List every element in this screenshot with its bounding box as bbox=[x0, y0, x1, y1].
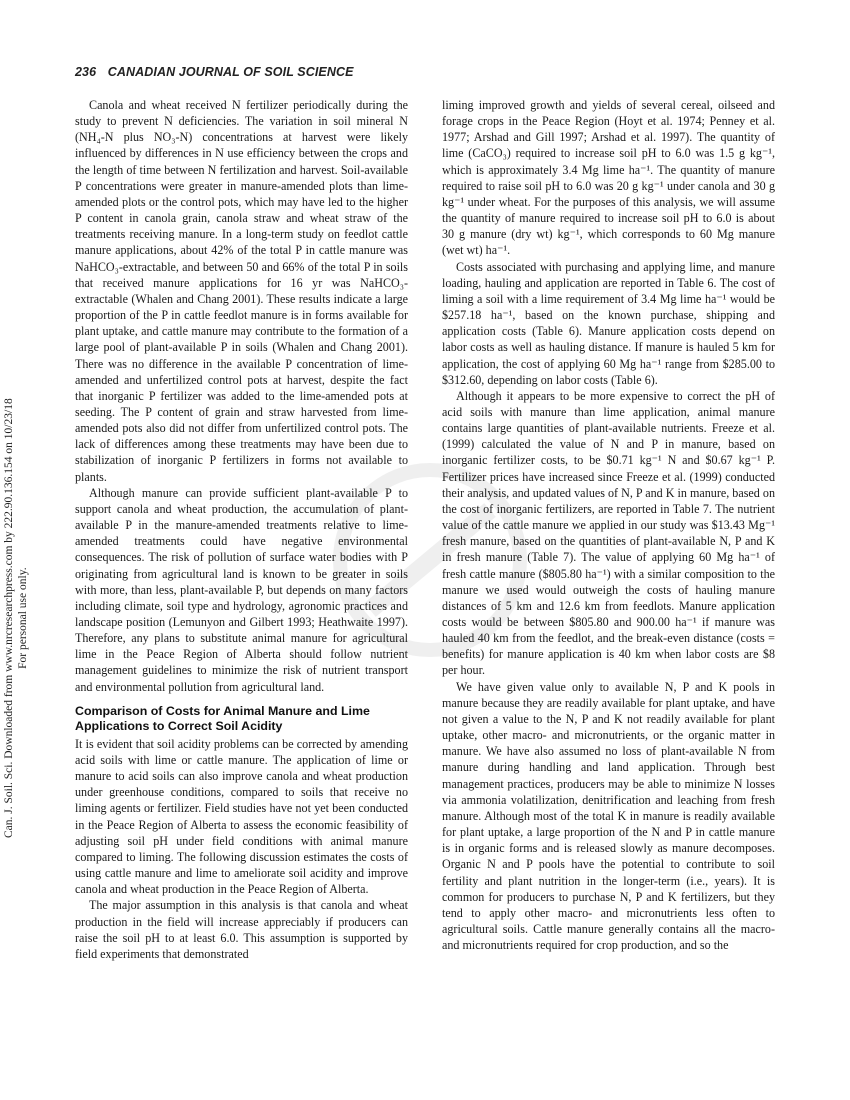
personal-use-line: For personal use only. bbox=[17, 567, 29, 669]
section-heading: Comparison of Costs for Animal Manure and Lime Applications to Correct Soil Acidity bbox=[75, 703, 370, 734]
paragraph: Although it appears to be more expensive to correct the pH of acid soils with manure than lime application, animal manure contains large quantities of plant-available nutrients. Freeze et al. (1999) calculated the value of N and P in manure, based on inorganic fertilizer costs, to be $0.71 kg⁻¹ N and $0.67 kg⁻¹ P. Fertilizer prices have increased since Freeze et al. (1999) conducted their analysis, and updated values of N, P and K in manure, based on the cost of inorganic fertilizers, are reported in Table 7. The nutrient value of the cattle manure we applied in our study was $13.43 Mg⁻¹ fresh manure, based on the quantities of plant-available N, P and K in fresh manure (Table 7). The value of applying 60 Mg ha⁻¹ of fresh cattle manure ($805.80 ha⁻¹) with a similar composition to the manure we used would outweigh the costs of hauling manure distances of 5 km and 12.6 km from feedlots. Manure application costs would be between $805.80 and 900.00 ha⁻¹ if manure was hauled 40 km from the feedlot, and the break-even distance (costs = benefits) for manure application is 40 km when labor costs are $8 per hour. bbox=[442, 388, 775, 678]
journal-title: CANADIAN JOURNAL OF SOIL SCIENCE bbox=[107, 65, 354, 79]
right-column bbox=[442, 97, 775, 953]
paragraph: It is evident that soil acidity problems can be corrected by amending acid soils with lime or cattle manure. The application of lime or manure to acid soils can also improve canola and wheat production under greenhouse conditions, compared to soils that receive no liming agents or fertilizer. Field studies have not yet been conducted in the Peace Region of Alberta to assess the economic feasibility of adjusting soil pH under field conditions with animal manure compared to liming. The following discussion estimates the costs of using cattle manure and lime to ameliorate soil acidity and improve canola and wheat production in the Peace Region of Alberta. bbox=[75, 736, 408, 897]
paragraph: We have given value only to available N, P and K pools in manure because they are readily available for plant uptake, and have not given a value to the N, P and K not readily available for plant uptake, other macro- and micronutrients, or the organic matter in manure. We have also assumed no loss of plant-available N from manure during handling and land application. Through best management practices, producers may be able to minimize N losses via ammonia volatilization, denitrification and leaching from fresh manure. Although most of the total K in manure is readily available for plant uptake, a large proportion of the N and P in cattle manure is in organic forms and is released slowly as manure decomposes. Organic N and P pools have the potential to contribute to soil fertility and plant nutrition in the longer-term (i.e., years). It is common for producers to purchase N, P and K fertilizers, but they tend to apply other macro- and micronutrients less often to agricultural soils. Cattle manure generally contains all the macro- and micronutrients required for crop production, and so the bbox=[442, 679, 775, 953]
paragraph: Canola and wheat received N fertilizer periodically during the study to prevent N deficiencies. The variation in soil mineral N (NH₄-N plus NO₃-N) concentrations at harvest were likely influenced by differences in N use efficiency between the crops and the length of time between N fertilization and harvest. Soil-available P concentrations were greater in manure-amended plots than lime-amended plots or the control pots, which may have led to the higher P content in canola grain, canola straw and wheat straw of the treatments receiving manure. In a long-term study on feedlot cattle manure applications, about 42% of the total P in cattle manure was NaHCO₃-extractable, and between 50 and 66% of the total P in soils that received manure applications for 16 yr was NaHCO₃-extractable (Whalen and Chang 2001). These results indicate a large proportion of the P in cattle feedlot manure is in forms available for plant uptake, and cattle manure may contribute to the formation of a large pool of plant-available P in soils (Whalen and Chang 2001). There was no difference in the available P concentration of lime-amended and unfertilized control pots at harvest, despite the fact that inorganic P fertilizer was added to the lime-amended pots at seeding. The P content of grain and straw harvested from lime-amended pots also did not differ from unfertilized control pots. The lack of differences among these treatments may have been due to stabilization of inorganic P fertilizers in forms not available to plants. bbox=[75, 98, 408, 484]
download-notice-line: Can. J. Soil. Sci. Downloaded from www.nrcresearchpress.com by 222.90.136.154 on 10/23/18 bbox=[3, 398, 15, 838]
running-head bbox=[75, 65, 354, 79]
paragraph: The major assumption in this analysis is that canola and wheat production in the field will increase appreciably if producers can raise the soil pH to at least 6.0. This assumption is supported by field experiments that demonstrated bbox=[75, 898, 408, 961]
page-number: 236 bbox=[75, 65, 97, 79]
left-column bbox=[75, 97, 408, 962]
download-notice bbox=[2, 398, 30, 838]
paragraph: liming improved growth and yields of several cereal, oilseed and forage crops in the Peace Region (Hoyt et al. 1974; Penney et al. 1977; Arshad and Gill 1997; Arshad et al. 1997). The quantity of lime (CaCO₃) required to increase soil pH to 6.0 was 1.5 g kg⁻¹, which is approximately 3.4 Mg lime ha⁻¹. The quantity of manure required to raise soil pH to 6.0 was 20 g kg⁻¹ under canola and 30 g kg⁻¹ under wheat. For the purposes of this analysis, we will assume the quantity of manure required to increase soil pH to 6.0 is about 30 g manure (dry wt) kg⁻¹, which corresponds to 60 Mg manure (wet wt) ha⁻¹. bbox=[442, 98, 775, 258]
paragraph: Although manure can provide sufficient plant-available P to support canola and wheat production, the accumulation of plant-available P in the manure-amended treatments relative to lime-amended treatments could have negative environmental consequences. The risk of pollution of surface water bodies with P originating from agricultural land is known to be greater in soils with more, than less, plant-available P, but depends on many factors including climate, soil type and hydrology, agronomic practices and landscape position (Lemunyon and Gilbert 1993; Heathwaite 1997). Therefore, any plans to substitute animal manure for agricultural lime in the Peace Region of Alberta should follow nutrient management guidelines to minimize the risk of nutrient transport and environmental pollution from agricultural land. bbox=[75, 485, 408, 694]
paragraph: Costs associated with purchasing and applying lime, and manure loading, hauling and application are reported in Table 6. The cost of liming a soil with a lime requirement of 3.4 Mg lime ha⁻¹ would be $257.18 ha⁻¹, based on the known purchase, shipping and application costs (Table 6). Manure application costs depend on labor costs as well as hauling distance. If manure is hauled 5 km for application, the cost of applying 60 Mg ha⁻¹ range from $285.00 to $312.60, depending on labor costs (Table 6). bbox=[442, 259, 775, 387]
